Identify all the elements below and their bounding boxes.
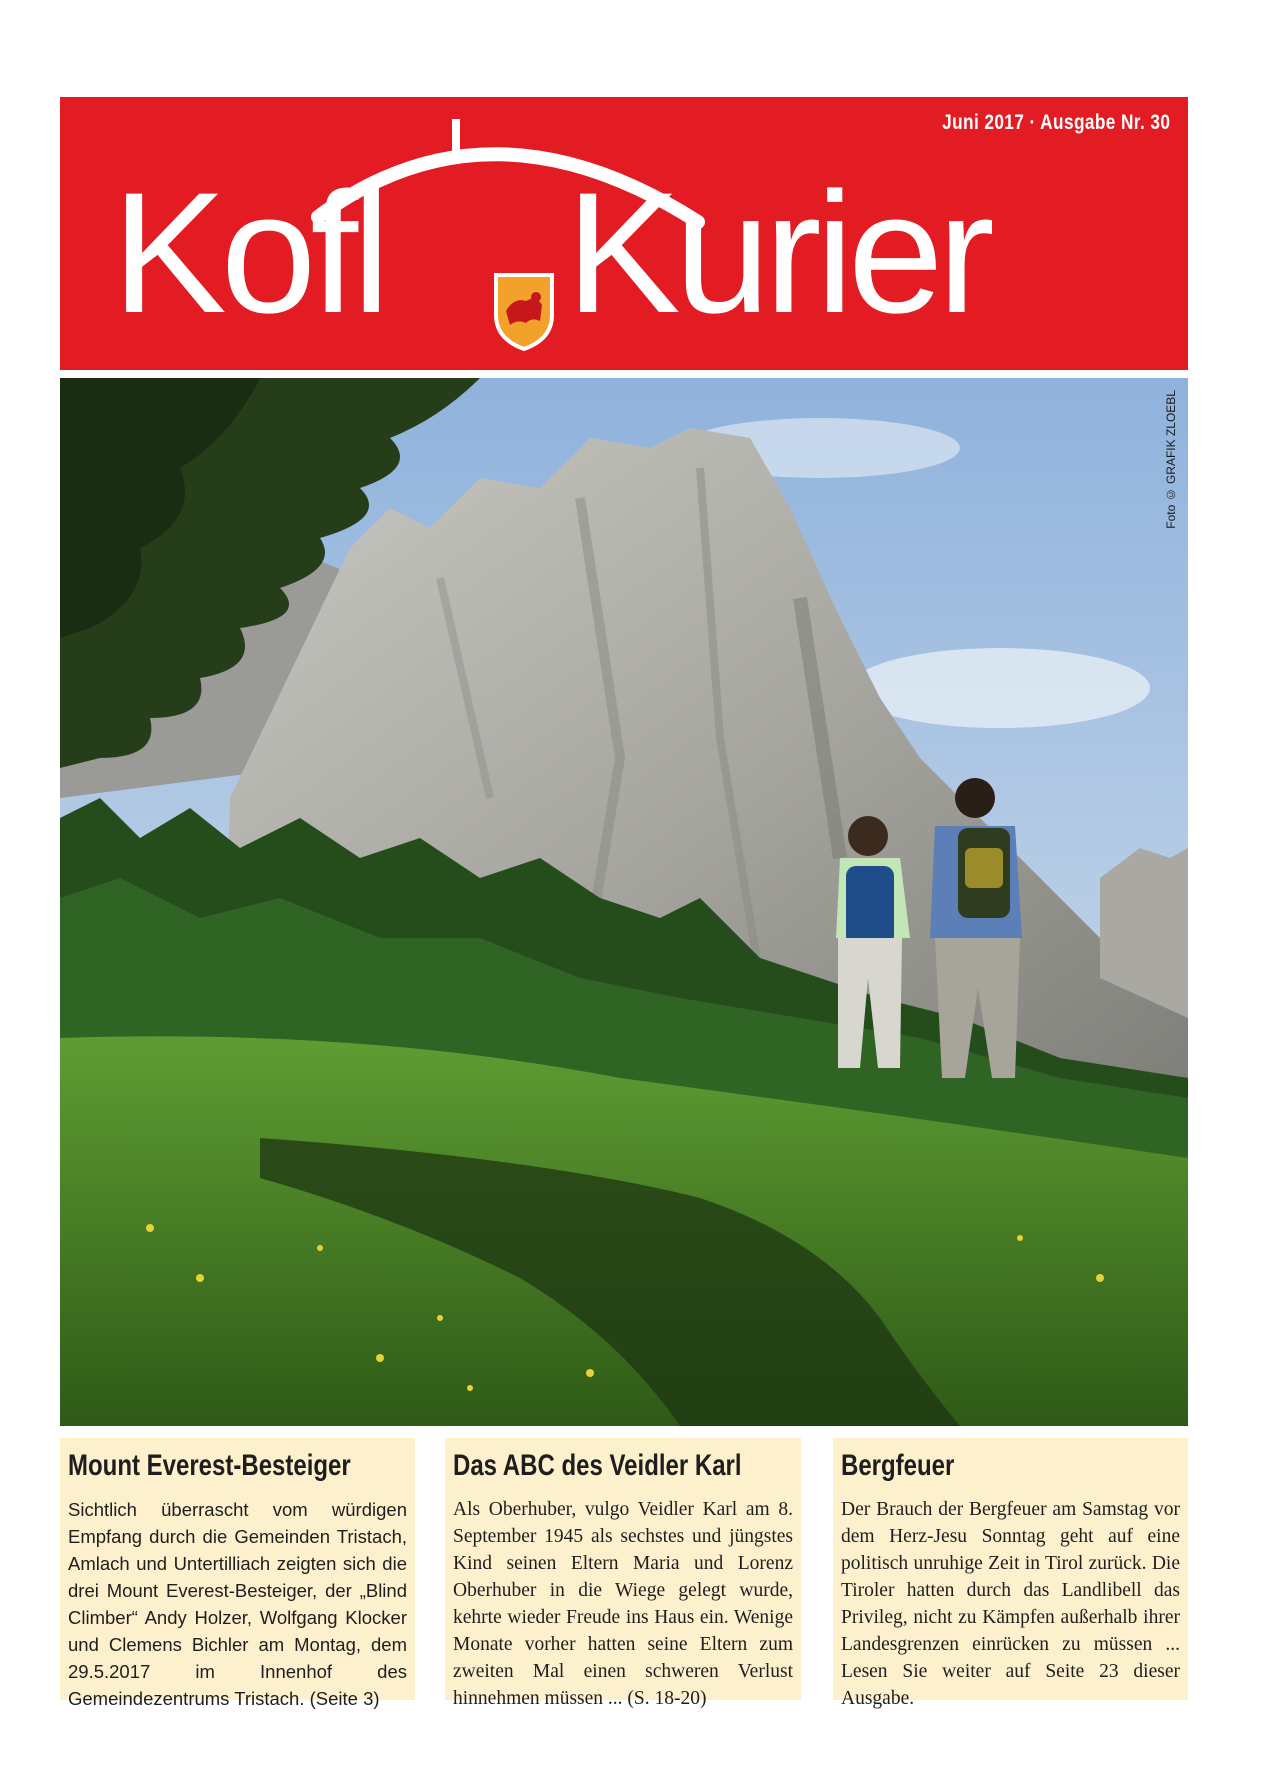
teaser-text: Als Oberhuber, vulgo Veidler Karl am 8. September 1945 als sechstes und jüngstes Kind seinen Eltern Maria und Lorenz Oberhuber in die Wiege gelegt wurde, kehrte wieder Freude ins Haus ein. Wenige Monate vorher hatten seine Eltern zum zweiten Mal einen schweren Verlust hinnehmen müssen ... (S. 18-20) [453, 1499, 793, 1709]
teaser-title: Mount Everest-Besteiger [68, 1449, 351, 1482]
teaser-title: Das ABC des Veidler Karl [453, 1449, 742, 1482]
photo-credit: Foto © GRAFIK ZLOEBL [1164, 390, 1178, 529]
teaser-veidler-karl[interactable] [445, 1438, 801, 1709]
teaser-text: Der Brauch der Bergfeuer am Samstag vor dem Herz-Jesu Sonntag geht auf eine politisch unruhige Zeit in Tirol zurück. Die Tiroler hatten durch das Landlibell das Privileg, nicht zu Kämpfen außerhalb ihrer Landesgrenzen einrücken zu müssen ... Lesen Sie weiter auf Seite 23 dieser Ausgabe. [841, 1499, 1180, 1709]
mountain-landscape-image [60, 378, 1188, 1426]
title-kurier: Kurier [566, 157, 989, 349]
issue-line: Juni 2017 · Ausgabe Nr. 30 [941, 111, 1170, 134]
masthead [60, 97, 1188, 370]
teaser-mount-everest[interactable] [60, 1438, 415, 1709]
coat-of-arms-icon [492, 271, 556, 351]
title-kofl: Kofl [112, 157, 385, 349]
teaser-bergfeuer[interactable] [833, 1438, 1188, 1709]
teaser-text: Sichtlich überrascht vom würdigen Empfang durch die Gemeinden Tristach, Amlach und Untertilliach zeigten sich die drei Mount Everest-Besteiger, der „Blind Climber“ Andy Holzer, Wolfgang Klocker und Clemens Bichler am Montag, dem 29.5.2017 im Innenhof des Gemeindezentrums Tristach. (Seite 3) [68, 1499, 407, 1709]
cover-photo [60, 378, 1188, 1426]
teaser-title: Bergfeuer [841, 1449, 955, 1482]
